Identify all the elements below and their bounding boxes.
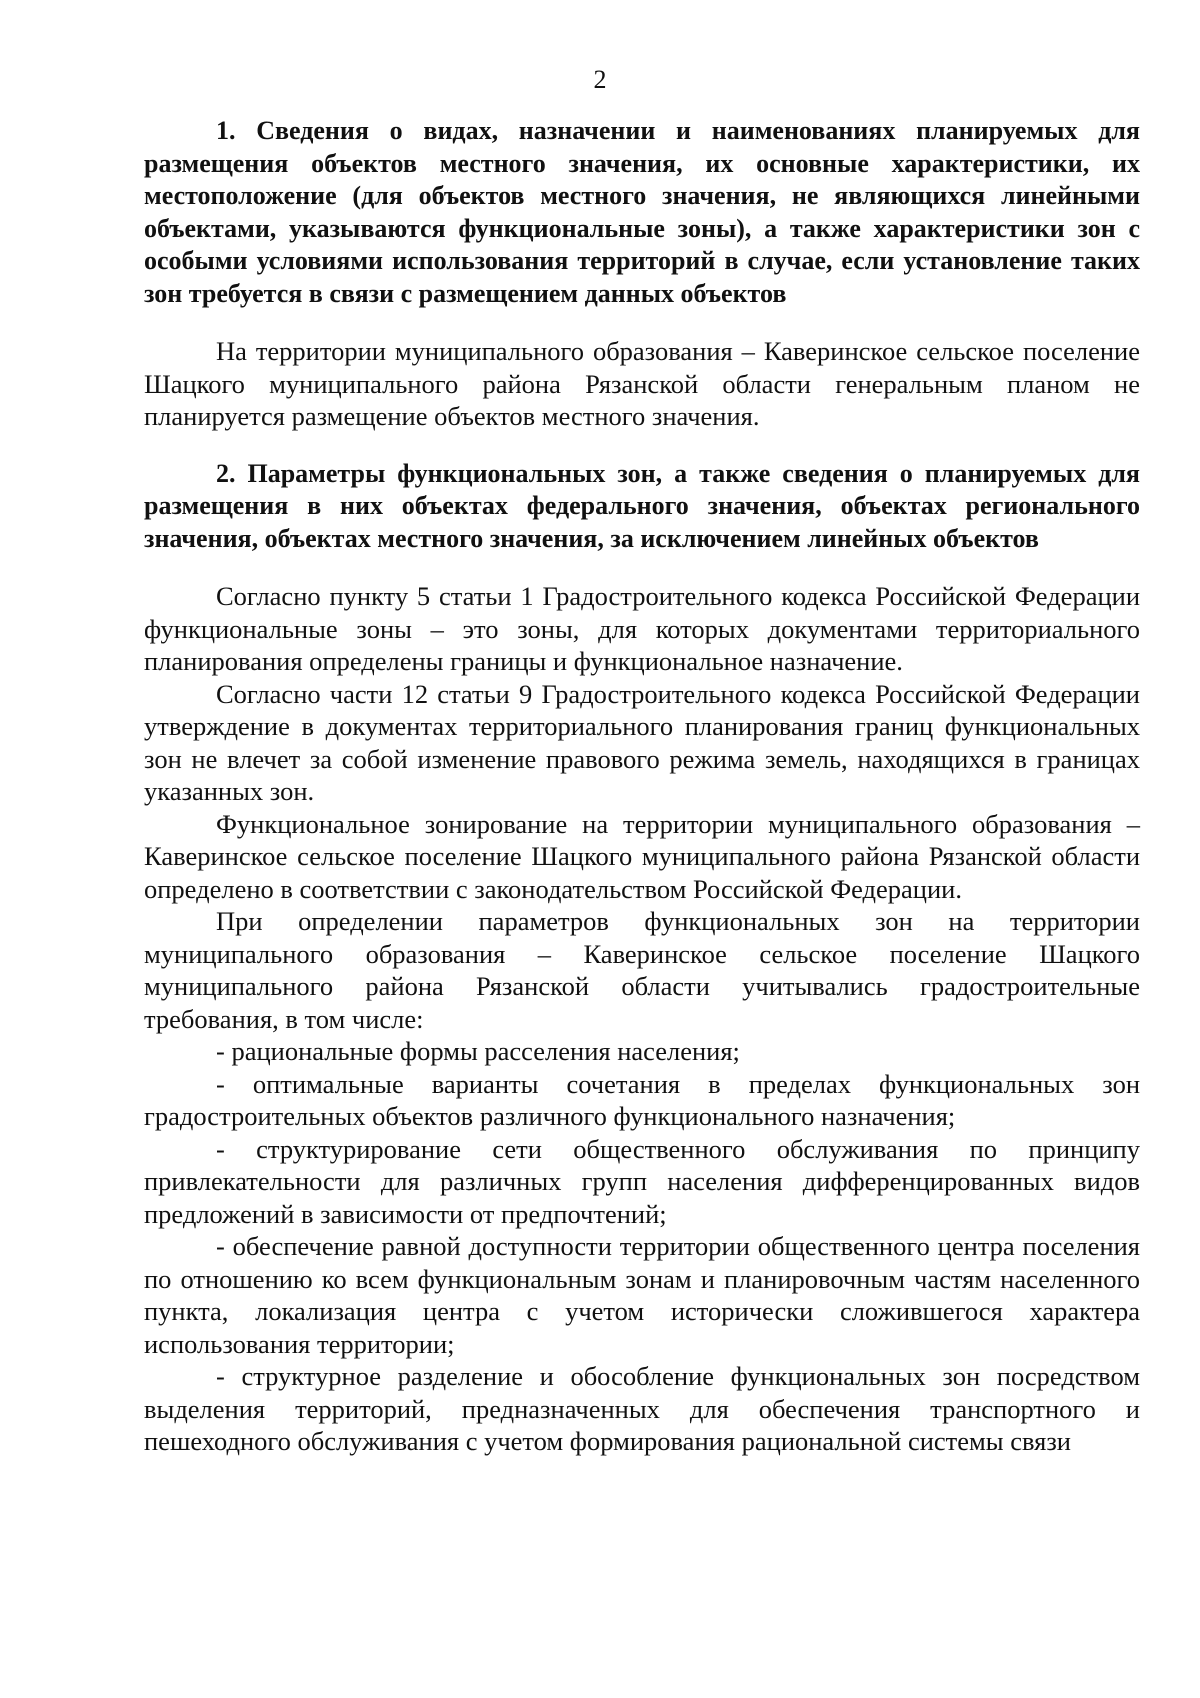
list-item: - структурное разделение и обособление функциональных зон посредством выделения территорий, предназначенных для обеспечения транспортного и пешеходного обслуживания с учетом формирования рациональной системы связи xyxy=(144,1361,1140,1456)
section-1-heading: 1. Сведения о видах, назначении и наименованиях планируемых для размещения объектов местного значения, их основные характеристики, их местоположение (для объектов местного значения, не являющихся линейными объектами, указываются функциональные зоны), а также характеристики зон с особыми условиями использования территорий в случае, если установление таких зон требуется в связи с размещением данных объектов xyxy=(144,116,1140,308)
section-2-paragraph: При определении параметров функциональных зон на территории муниципального образования – Каверинское сельское поселение Шацкого муниципального района Рязанской области учитывались градостроительные требования, в том числе: xyxy=(144,906,1140,1034)
list-item: - структурирование сети общественного обслуживания по принципу привлекательности для различных групп населения дифференцированных видов предложений в зависимости от предпочтений; xyxy=(144,1133,1140,1229)
section-1-paragraph: На территории муниципального образования – Каверинское сельское поселение Шацкого муниципального района Рязанской области генеральным планом не планируется размещение объектов местного значения. xyxy=(144,336,1140,431)
spacer xyxy=(144,310,1140,335)
section-2-paragraph: Функциональное зонирование на территории муниципального образования – Каверинское сельское поселение Шацкого муниципального района Рязанской области определено в соответствии с законодательством Российской Федерации. xyxy=(144,808,1140,904)
section-2-paragraph: Согласно пункту 5 статьи 1 Градостроительного кодекса Российской Федерации функциональные зоны – это зоны, для которых документами территориального планирования определены границы и функциональное назначение. xyxy=(144,581,1140,676)
list-item: - рациональные формы расселения населения; xyxy=(216,1036,740,1066)
spacer xyxy=(144,433,1140,458)
section-2-heading: 2. Параметры функциональных зон, а также сведения о планируемых для размещения в них объектах федерального значения, объектах регионального значения, объектах местного значения, за исключением линейных объектов xyxy=(144,458,1140,553)
list-item: - оптимальные варианты сочетания в пределах функциональных зон градостроительных объектов различного функционального назначения; xyxy=(144,1068,1140,1131)
spacer xyxy=(144,555,1140,580)
list-item: - обеспечение равной доступности территории общественного центра поселения по отношению ко всем функциональным зонам и планировочным частям населенного пункта, локализация центра с учетом исторически сложившегося характера использования территории; xyxy=(144,1231,1140,1359)
document-body xyxy=(144,115,1140,1458)
page-number: 2 xyxy=(593,65,607,94)
section-2-paragraph: Согласно части 12 статьи 9 Градостроительного кодекса Российской Федерации утверждение в документах территориального планирования границ функциональных зон не влечет за собой изменение правового режима земель, находящихся в границах указанных зон. xyxy=(144,678,1140,806)
